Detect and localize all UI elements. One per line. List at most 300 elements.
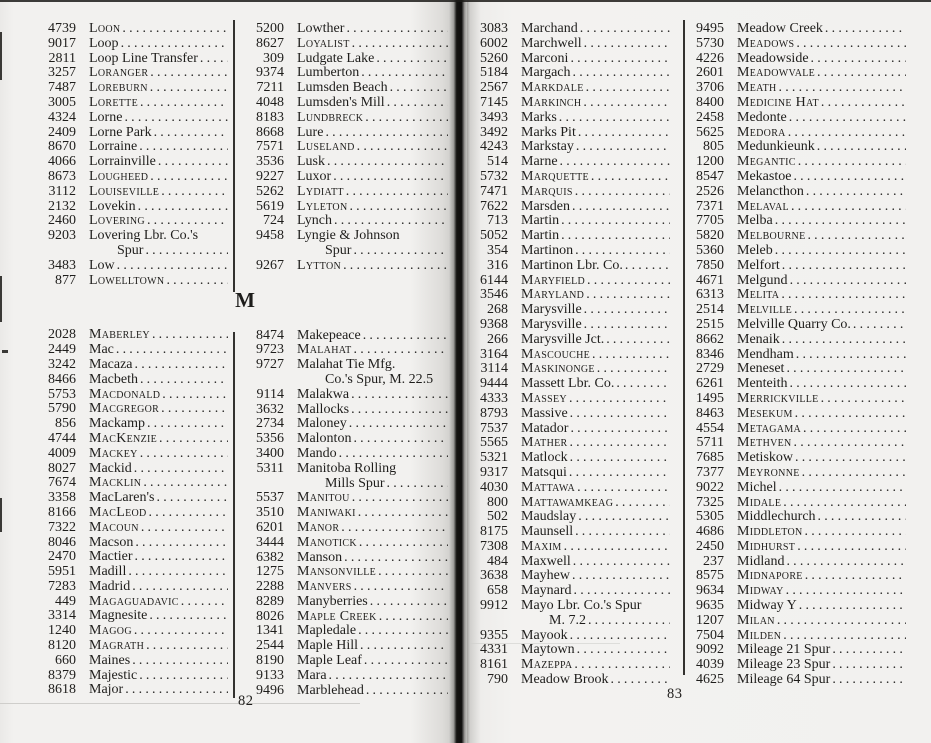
index-entry (36, 462, 228, 477)
entry-text (89, 140, 228, 155)
leader-dots (148, 81, 228, 96)
entry-name: Midhurst (737, 539, 796, 554)
entry-name: Madill (89, 565, 127, 580)
entry-name: Manitoba Rolling (297, 461, 397, 476)
entry-number: 3493 (480, 109, 508, 125)
entry-row (472, 155, 670, 170)
entry-number: 8793 (480, 405, 508, 421)
index-entry (472, 229, 670, 244)
entry-number: 8027 (48, 460, 76, 476)
entry-row (244, 343, 448, 358)
entry-name: Mac (89, 343, 114, 358)
entry-text (521, 140, 670, 155)
leader-dots (332, 214, 448, 229)
entry-row (36, 200, 228, 215)
entry-name: Lorrainville (89, 155, 156, 170)
entry-row (244, 462, 448, 477)
entry-text (89, 521, 228, 536)
entry-name: Ludgate Lake (297, 51, 375, 66)
entry-number: 3005 (48, 94, 76, 110)
entry-row (688, 66, 906, 81)
entry-row (244, 96, 448, 111)
index-entry (472, 303, 670, 318)
entry-name: Melville Quarry Co. (737, 317, 851, 332)
index-entry (688, 422, 906, 437)
entry-number: 5200 (256, 21, 284, 36)
index-entry (36, 669, 228, 684)
index-entry (36, 66, 228, 81)
entry-name: Lougheed (89, 169, 149, 184)
entry-text (737, 259, 906, 274)
entry-row (36, 609, 228, 624)
entry-text (521, 658, 670, 673)
entry-row (688, 451, 906, 466)
entry-name: Manson (297, 550, 343, 565)
index-entry (688, 22, 906, 37)
entry-text (737, 599, 906, 614)
entry-row (36, 462, 228, 477)
entry-name: Mesekum (737, 406, 793, 421)
leader-dots (797, 599, 906, 614)
entry-text (521, 451, 670, 466)
entry-text (297, 140, 448, 155)
entry-continuation-row (472, 614, 670, 629)
entry-row (472, 422, 670, 437)
entry-row (472, 348, 670, 363)
entry-number: 4243 (480, 139, 508, 155)
index-entry (688, 303, 906, 318)
entry-text (521, 643, 670, 658)
entry-name: Lumberton (297, 66, 360, 81)
index-entry (472, 496, 670, 511)
entry-text (89, 639, 228, 654)
entry-row (472, 658, 670, 673)
entry-text (89, 200, 228, 215)
section-gap (36, 288, 228, 328)
leader-dots (341, 259, 448, 274)
entry-name: Meleb (737, 243, 773, 258)
entry-text (297, 536, 448, 551)
entry-text (89, 170, 228, 185)
leader-dots (781, 496, 906, 511)
index-entry (244, 37, 448, 52)
entry-text (737, 200, 906, 215)
leader-dots (793, 407, 906, 422)
entry-text (297, 417, 448, 432)
entry-number: 5260 (480, 50, 508, 66)
entry-row (36, 22, 228, 37)
leader-dots (570, 569, 670, 584)
entry-name: Megantic (737, 155, 796, 170)
index-entry (472, 81, 670, 96)
entry-text (89, 22, 228, 37)
entry-name: Magnesite (89, 609, 148, 624)
entry-text (521, 155, 670, 170)
entry-text (297, 595, 448, 610)
index-entry (472, 392, 670, 407)
index-entry (244, 432, 448, 447)
leader-dots (136, 200, 228, 215)
leader-dots (352, 580, 448, 595)
entry-number: 4686 (696, 524, 724, 540)
entry-name: Mazeppa (521, 658, 573, 673)
column-rule (233, 332, 235, 698)
index-entry (244, 521, 448, 536)
entry-name: Malahat Tie Mfg. (297, 358, 396, 373)
entry-row (244, 329, 448, 344)
entry-name: Maines (89, 653, 131, 668)
leader-dots (792, 303, 906, 318)
entry-name: Melgund (737, 273, 788, 288)
leader-dots (327, 669, 448, 684)
leader-dots (351, 432, 448, 447)
index-entry (688, 244, 906, 259)
entry-text (297, 96, 448, 111)
entry-name: Mileage 21 Spur (737, 643, 831, 658)
entry-text (521, 510, 670, 525)
entry-row (36, 669, 228, 684)
leader-dots (337, 447, 448, 462)
leader-dots (344, 22, 448, 37)
entry-number: 9092 (696, 642, 724, 658)
entry-text (737, 377, 906, 392)
entry-text (89, 229, 228, 244)
leader-dots (347, 200, 448, 215)
index-entry (244, 388, 448, 403)
entry-name: Lure (297, 125, 324, 140)
entry-row (688, 629, 906, 644)
index-entry (472, 318, 670, 333)
index-entry (36, 565, 228, 580)
entry-name: Macbeth (89, 372, 138, 387)
entry-row (244, 185, 448, 200)
entry-text (737, 303, 906, 318)
scan-artifact (0, 32, 2, 80)
entry-number: 9496 (256, 682, 284, 698)
entry-row (36, 476, 228, 491)
entry-row (688, 200, 906, 215)
entry-row (472, 303, 670, 318)
entry-name: Marblehead (297, 683, 364, 698)
entry-row (472, 333, 670, 348)
leader-dots (362, 654, 448, 669)
entry-number: 7674 (48, 475, 76, 491)
entry-row (688, 673, 906, 688)
index-entry (472, 377, 670, 392)
entry-text (521, 584, 670, 599)
entry-text (297, 580, 448, 595)
entry-number: 3314 (48, 608, 76, 624)
index-entry (472, 185, 670, 200)
index-entry (688, 288, 906, 303)
index-entry (688, 658, 906, 673)
entry-name: Midnapore (737, 569, 803, 584)
entry-text (89, 536, 228, 551)
entry-text (89, 111, 228, 126)
index-entry (244, 140, 448, 155)
index-entry (244, 81, 448, 96)
entry-number: 2450 (696, 538, 724, 554)
entry-row (688, 407, 906, 422)
index-entry (244, 66, 448, 81)
entry-row (244, 22, 448, 37)
entry-row (244, 229, 448, 244)
leader-dots (604, 333, 670, 348)
entry-name: Luseland (297, 140, 355, 155)
leader-dots (570, 200, 670, 215)
entry-name: Manyberries (297, 594, 368, 609)
entry-number: 5619 (256, 198, 284, 214)
entry-name: Lorne Park (89, 125, 152, 140)
entry-row (688, 614, 906, 629)
entry-number: 8670 (48, 139, 76, 155)
index-entry (36, 140, 228, 155)
entry-name: Melancthon (737, 184, 804, 199)
entry-name: Mansonville (297, 565, 377, 580)
index-entry (36, 402, 228, 417)
index-entry (688, 643, 906, 658)
entry-row (688, 170, 906, 185)
entry-number: 5820 (696, 228, 724, 244)
entry-text (521, 318, 670, 333)
index-entry (472, 510, 670, 525)
entry-name: Loon (89, 22, 121, 36)
entry-number: 805 (703, 139, 724, 155)
entry-name: Maytown (521, 643, 575, 658)
leader-dots (325, 155, 448, 170)
entry-number: 9634 (696, 583, 724, 599)
entry-text (737, 170, 906, 185)
entry-name: Markinch (521, 95, 582, 110)
entry-number: 877 (55, 272, 76, 288)
leader-dots (568, 629, 670, 644)
entry-number: 9317 (480, 464, 508, 480)
entry-number: 9458 (256, 228, 284, 244)
entry-number: 5625 (696, 124, 724, 140)
index-entry (36, 52, 228, 67)
leader-dots (568, 422, 670, 437)
entry-number: 8547 (696, 168, 724, 184)
entry-number: 7571 (256, 139, 284, 155)
leader-dots (143, 244, 228, 259)
scan-hairline (0, 703, 360, 704)
index-entry (472, 288, 670, 303)
leader-dots (351, 244, 448, 259)
entry-number: 4009 (48, 445, 76, 461)
entry-name: Mayhew (521, 569, 570, 584)
entry-text (737, 436, 906, 451)
entry-row (36, 654, 228, 669)
index-entry (36, 536, 228, 551)
entry-text (521, 540, 670, 555)
index-entry (472, 140, 670, 155)
entry-row (36, 536, 228, 551)
entry-row (36, 595, 228, 610)
entry-row (244, 126, 448, 141)
entry-name: Louiseville (89, 184, 160, 199)
entry-name: Lyngie & Johnson (297, 229, 400, 244)
entry-name: Midway Y (737, 599, 797, 614)
index-entry (688, 599, 906, 614)
index-entry (244, 170, 448, 185)
index-entry (244, 126, 448, 141)
leader-dots (376, 565, 448, 580)
index-entry (688, 229, 906, 244)
entry-row (472, 214, 670, 229)
leader-dots (152, 126, 228, 141)
index-entry (688, 170, 906, 185)
entry-text (737, 185, 906, 200)
entry-name: Melba (737, 214, 773, 229)
entry-row (244, 684, 448, 699)
index-entry (688, 348, 906, 363)
entry-row (688, 155, 906, 170)
entry-name: Mackid (89, 461, 132, 476)
index-entry (36, 155, 228, 170)
entry-name: Milden (737, 628, 782, 643)
leader-dots (794, 348, 906, 363)
leader-dots (784, 584, 906, 599)
entry-number: 9133 (256, 667, 284, 683)
entry-name: Maynard (521, 584, 572, 599)
leader-dots (159, 402, 228, 417)
leader-dots (787, 111, 906, 126)
index-column-1 (36, 22, 228, 698)
entry-row (688, 584, 906, 599)
entry-text (297, 462, 448, 477)
entry-name: Margach (521, 66, 571, 81)
entry-number: 8575 (696, 568, 724, 584)
entry-text (737, 214, 906, 229)
entry-number: 5732 (480, 168, 508, 184)
leader-dots (792, 436, 906, 451)
index-entry (688, 66, 906, 81)
page-number-left: 82 (238, 693, 254, 709)
leader-dots (120, 22, 228, 37)
entry-row (36, 447, 228, 462)
entry-row (688, 126, 906, 141)
entry-name: Markdale (521, 81, 584, 96)
entry-row (472, 407, 670, 422)
entry-row (244, 624, 448, 639)
index-entry (36, 373, 228, 388)
entry-text (89, 126, 228, 141)
index-entry (688, 140, 906, 155)
entry-row (472, 259, 670, 274)
entry-number: 5311 (256, 460, 284, 476)
entry-number: 7850 (696, 257, 724, 273)
entry-text (297, 66, 448, 81)
entry-text (297, 624, 448, 639)
entry-number: 9114 (256, 386, 284, 402)
column-rule (683, 20, 685, 675)
index-entry (688, 200, 906, 215)
entry-name: Midland (737, 554, 785, 569)
entry-number: 7377 (696, 464, 724, 480)
leader-dots (156, 155, 228, 170)
entry-name: Merrickville (737, 391, 819, 406)
scan-edge-line (0, 0, 931, 2)
entry-number: 5052 (480, 228, 508, 244)
entry-number: 8183 (256, 109, 284, 125)
entry-row (472, 318, 670, 333)
index-entry (472, 481, 670, 496)
entry-number: 7211 (256, 80, 284, 96)
section-header-letter: M (235, 288, 255, 312)
leader-dots (609, 673, 671, 688)
entry-number: 4331 (480, 642, 508, 658)
entry-number: 8627 (256, 35, 284, 51)
entry-name: Maxwell (521, 554, 571, 569)
entry-name: Magrath (89, 639, 145, 654)
leader-dots (823, 22, 906, 37)
entry-row (36, 328, 228, 343)
entry-name: Melaval (737, 199, 789, 214)
entry-row (688, 658, 906, 673)
entry-text (297, 170, 448, 185)
index-entry (244, 200, 448, 215)
leader-dots (779, 288, 906, 303)
entry-row (244, 447, 448, 462)
index-entry (36, 388, 228, 403)
entry-text (89, 373, 228, 388)
index-entry (472, 96, 670, 111)
entry-row (688, 288, 906, 303)
entry-text (521, 244, 670, 259)
entry-number: 8175 (480, 524, 508, 540)
index-entry (244, 229, 448, 259)
index-entry (36, 111, 228, 126)
leader-dots (347, 417, 448, 432)
entry-number: 7325 (696, 494, 724, 510)
entry-number: 1207 (696, 612, 724, 628)
entry-number: 5321 (480, 450, 508, 466)
entry-text (297, 491, 448, 506)
entry-name: Methven (737, 436, 792, 451)
entry-number: 6144 (480, 272, 508, 288)
entry-number: 7322 (48, 519, 76, 535)
entry-row (36, 343, 228, 358)
entry-name: Melfort (737, 258, 780, 273)
entry-number: 4554 (696, 420, 724, 436)
entry-name: Marks (521, 110, 557, 125)
entry-name: Madrid (89, 579, 131, 594)
index-entry (36, 259, 228, 274)
entry-row (472, 555, 670, 570)
entry-row (688, 214, 906, 229)
entry-name: Manitou (297, 491, 350, 506)
entry-number: 6313 (696, 287, 724, 303)
leader-dots (800, 466, 906, 481)
entry-text (521, 629, 670, 644)
leader-dots (385, 477, 448, 492)
entry-name: Meadow Creek (737, 22, 823, 36)
entry-name: Lorraine (89, 140, 138, 155)
entry-number: 1495 (696, 390, 724, 406)
entry-number: 4039 (696, 657, 724, 673)
entry-text (521, 274, 670, 289)
entry-name: Milan (737, 613, 775, 628)
entry-name: Midway (737, 584, 784, 599)
entry-number: 3546 (480, 287, 508, 303)
entry-number: 268 (487, 302, 508, 318)
leader-dots (819, 392, 906, 407)
leader-dots (775, 614, 906, 629)
entry-name: Meadowside (737, 51, 809, 66)
entry-text (89, 432, 228, 447)
entry-row (472, 584, 670, 599)
index-entry (472, 643, 670, 658)
